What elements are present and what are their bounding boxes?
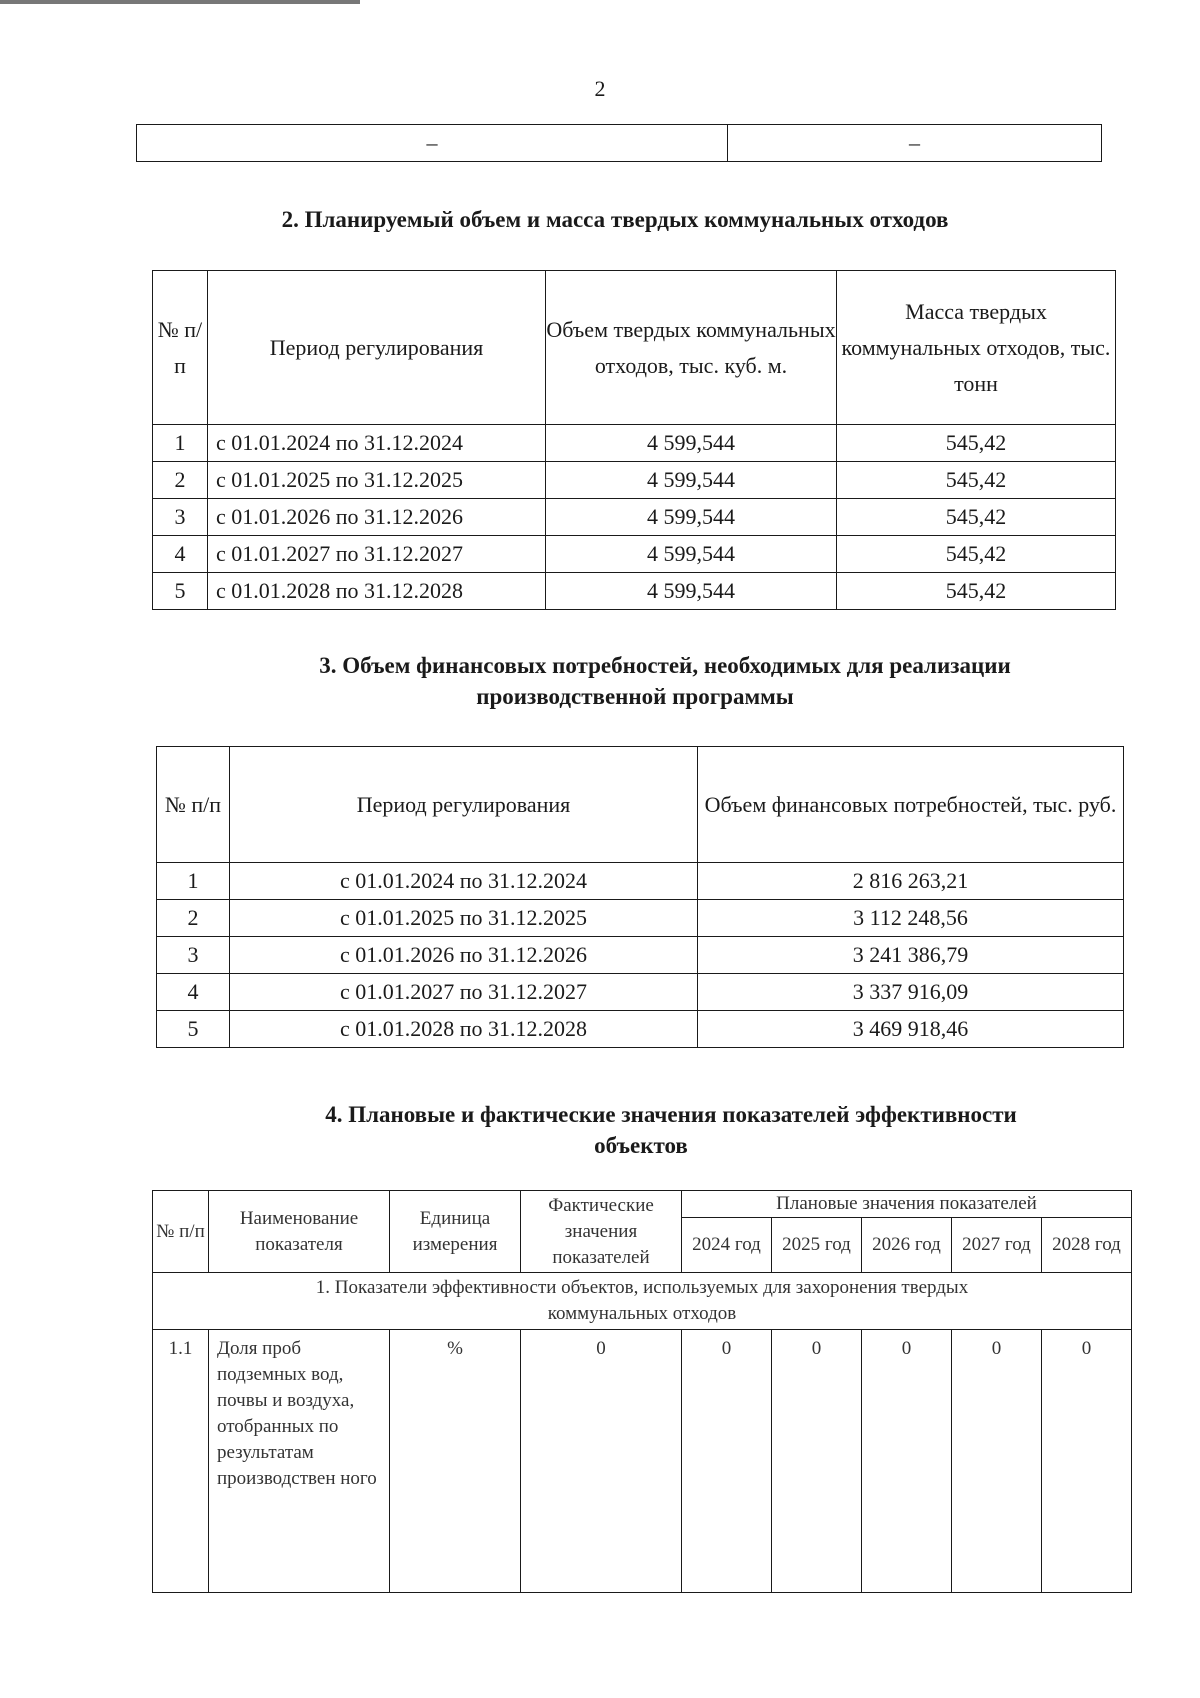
col-header-year: 2027 год	[952, 1218, 1042, 1273]
efficiency-indicators-table	[152, 1190, 1132, 1593]
row-number: 3	[157, 937, 230, 974]
row-amount: 3 469 918,46	[698, 1011, 1124, 1048]
section-4-title	[206, 1099, 1136, 1161]
row-period: с 01.01.2028 по 31.12.2028	[230, 1011, 698, 1048]
table-row	[157, 863, 1124, 900]
table-header-row	[157, 747, 1124, 863]
col-header-year: 2025 год	[772, 1218, 862, 1273]
row-period: с 01.01.2026 по 31.12.2026	[230, 937, 698, 974]
row-period: с 01.01.2025 по 31.12.2025	[208, 462, 546, 499]
table-row	[137, 125, 1102, 162]
row-period: с 01.01.2025 по 31.12.2025	[230, 900, 698, 937]
row-period: с 01.01.2027 по 31.12.2027	[208, 536, 546, 573]
col-header-year: 2028 год	[1042, 1218, 1132, 1273]
table-row	[153, 499, 1116, 536]
page-number: 2	[594, 76, 606, 101]
row-amount: 3 241 386,79	[698, 937, 1124, 974]
row-number: 2	[157, 900, 230, 937]
row-amount: 2 816 263,21	[698, 863, 1124, 900]
row-planned-value: 0	[862, 1330, 952, 1593]
col-header-number: № п/ п	[153, 271, 208, 425]
table-header-row	[153, 1191, 1132, 1218]
col-header-year: 2024 год	[682, 1218, 772, 1273]
row-amount: 3 112 248,56	[698, 900, 1124, 937]
col-header-period: Период регулирования	[208, 271, 546, 425]
col-header-number: № п/п	[157, 747, 230, 863]
col-header-year: 2026 год	[862, 1218, 952, 1273]
continuation-table	[136, 124, 1102, 162]
table-row	[157, 937, 1124, 974]
row-number: 1	[157, 863, 230, 900]
waste-volume-table	[152, 270, 1116, 610]
table-row	[153, 536, 1116, 573]
row-period: с 01.01.2024 по 31.12.2024	[208, 425, 546, 462]
table-row	[157, 1011, 1124, 1048]
row-period: с 01.01.2024 по 31.12.2024	[230, 863, 698, 900]
group-title: 1. Показатели эффективности объектов, используемых для захоронения твердых коммунальных отходов	[153, 1273, 1132, 1330]
col-header-mass: Масса твердых коммунальных отходов, тыс. тонн	[837, 271, 1116, 425]
col-header-period: Период регулирования	[230, 747, 698, 863]
table-group-row	[153, 1273, 1132, 1330]
financial-needs-table	[156, 746, 1124, 1048]
section-3-title-line-1: 3. Объем финансовых потребностей, необходимых для реализации	[319, 653, 1011, 678]
row-number: 5	[153, 573, 208, 610]
table-row	[153, 573, 1116, 610]
row-volume: 4 599,544	[546, 462, 837, 499]
row-number: 3	[153, 499, 208, 536]
table-cell: –	[728, 125, 1102, 162]
row-volume: 4 599,544	[546, 499, 837, 536]
section-4-title-line-1: 4. Плановые и фактические значения показателей эффективности	[325, 1102, 1017, 1127]
row-mass: 545,42	[837, 462, 1116, 499]
row-period: с 01.01.2027 по 31.12.2027	[230, 974, 698, 1011]
row-planned-value: 0	[772, 1330, 862, 1593]
row-mass: 545,42	[837, 499, 1116, 536]
col-header-financial-needs: Объем финансовых потребностей, тыс. руб.	[698, 747, 1124, 863]
section-3-title-line-2: производственной программы	[476, 684, 794, 709]
row-number: 1.1	[153, 1330, 209, 1593]
row-amount: 3 337 916,09	[698, 974, 1124, 1011]
table-row	[153, 425, 1116, 462]
row-planned-value: 0	[682, 1330, 772, 1593]
row-number: 5	[157, 1011, 230, 1048]
row-volume: 4 599,544	[546, 425, 837, 462]
col-header-name: Наименование показателя	[209, 1191, 390, 1273]
scan-edge-mark	[0, 0, 360, 4]
row-actual-value: 0	[521, 1330, 682, 1593]
table-cell: –	[137, 125, 728, 162]
row-period: с 01.01.2026 по 31.12.2026	[208, 499, 546, 536]
table-row	[157, 900, 1124, 937]
table-row	[153, 1330, 1132, 1593]
col-header-volume: Объем твердых коммунальных отходов, тыс. куб. м.	[546, 271, 837, 425]
row-mass: 545,42	[837, 425, 1116, 462]
row-planned-value: 0	[952, 1330, 1042, 1593]
row-volume: 4 599,544	[546, 573, 837, 610]
row-mass: 545,42	[837, 536, 1116, 573]
row-number: 4	[153, 536, 208, 573]
row-unit: %	[390, 1330, 521, 1593]
row-indicator-name: Доля проб подземных вод, почвы и воздуха, отобранных по результатам производствен ного	[209, 1330, 390, 1593]
row-period: с 01.01.2028 по 31.12.2028	[208, 573, 546, 610]
row-number: 4	[157, 974, 230, 1011]
col-header-unit: Единица измерения	[390, 1191, 521, 1273]
row-volume: 4 599,544	[546, 536, 837, 573]
row-planned-value: 0	[1042, 1330, 1132, 1593]
col-header-planned: Плановые значения показателей	[682, 1191, 1132, 1218]
row-number: 2	[153, 462, 208, 499]
section-3-title	[200, 650, 1130, 712]
row-mass: 545,42	[837, 573, 1116, 610]
section-2-title: 2. Планируемый объем и масса твердых коммунальных отходов	[281, 207, 949, 232]
section-4-title-line-2: объектов	[594, 1133, 688, 1158]
table-row	[157, 974, 1124, 1011]
table-row	[153, 462, 1116, 499]
table-header-row	[153, 271, 1116, 425]
col-header-number: № п/п	[153, 1191, 209, 1273]
col-header-actual: Фактические значения показателей	[521, 1191, 682, 1273]
row-number: 1	[153, 425, 208, 462]
